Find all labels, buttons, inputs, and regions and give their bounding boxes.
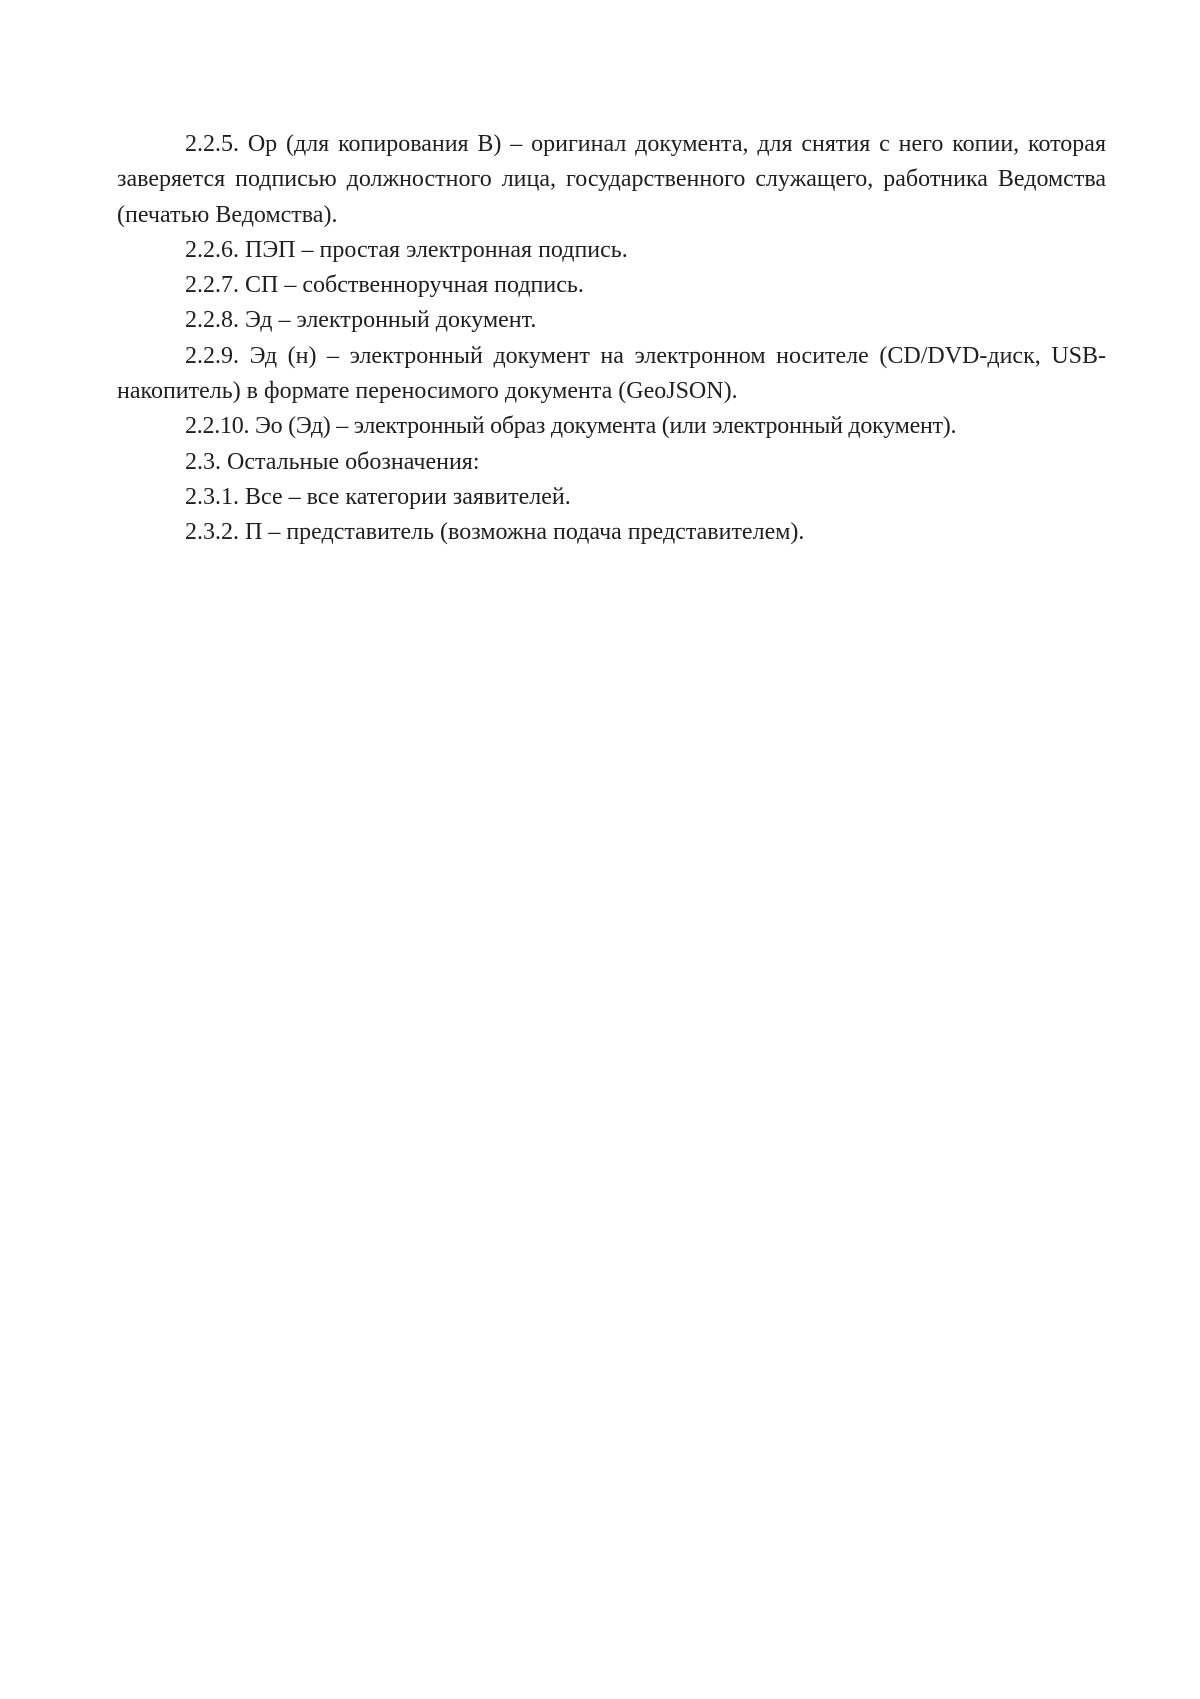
paragraph-2-3-1: 2.3.1. Все – все категории заявителей.: [185, 483, 571, 510]
paragraph-2-2-5: 2.2.5. Ор (для копирования В) – оригинал документа, для снятия с него копии, которая заверяется подписью должностного лица, государственного служащего, работника Ведомства (печатью Ведомства).: [117, 131, 1106, 228]
paragraph-2-2-8: 2.2.8. Эд – электронный документ.: [185, 307, 537, 334]
paragraph-2-2-7: 2.2.7. СП – собственноручная подпись.: [185, 272, 584, 299]
paragraph-2-2-9: 2.2.9. Эд (н) – электронный документ на электронном носителе (CD/DVD-диск, USB-накопитель) в формате переносимого документа (GeoJSON).: [117, 342, 1106, 405]
paragraph-2-2-10: 2.2.10. Эо (Эд) – электронный образ документа (или электронный документ).: [185, 413, 957, 440]
section-heading-2-3: 2.3. Остальные обозначения:: [185, 448, 480, 475]
document-body: [117, 127, 1106, 551]
paragraph-2-2-6: 2.2.6. ПЭП – простая электронная подпись.: [185, 236, 628, 263]
paragraph-2-3-2: 2.3.2. П – представитель (возможна подача представителем).: [185, 519, 805, 546]
